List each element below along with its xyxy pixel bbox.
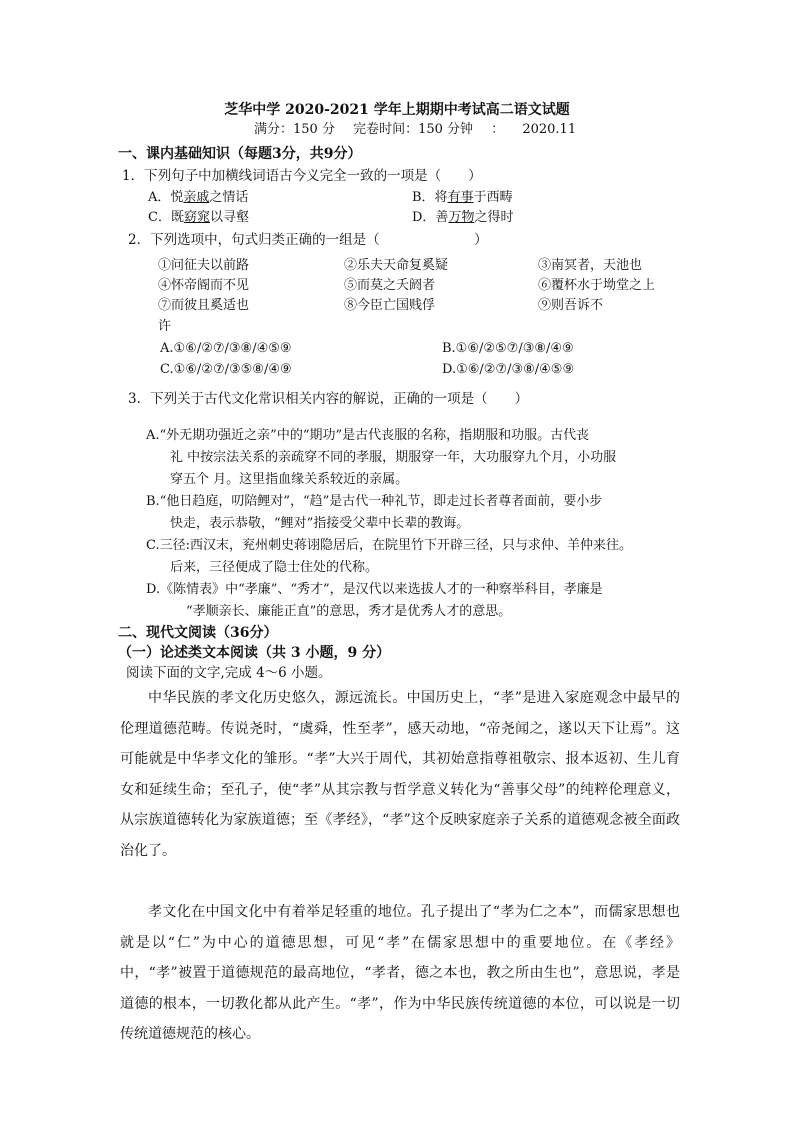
q3-stem: 3．下列关于古代文化常识相关内容的解说，正确的一项是（ ） (128, 391, 529, 407)
q2-option-b: B.①⑥/②⑤⑦/③⑧/④⑨ (442, 341, 574, 356)
q1-stem: 1．下列句子中加横线词语古今义完全一致的一项是（ ） (122, 168, 482, 184)
q2-option-a: A.①⑥/②⑦/③⑧/④⑤⑨ (160, 341, 292, 356)
passage-paragraph-2: 孝文化在中国文化中有着举足轻重的地位。孔子提出了“孝为仁之本”，而儒家思想也就是以“仁”为中心的道德思想，可见“孝”在儒家思想中的重要地位。在《孝经》中，“孝”被置于道德规范的最高地位，“孝者，德之本也，教之所由生也”，意思说，孝是道德的根本，一切教化都从此产生。“孝”，作为中华民族传统道德的本位，可以说是一切传统道德规范的核心。 (120, 904, 680, 1042)
reading-instruction: 阅读下面的文字,完成 4～6 小题。 (126, 665, 332, 681)
passage-paragraph-1: 中华民族的孝文化历史悠久，源远流长。中国历史上，“孝”是进入家庭观念中最早的伦理道德范畴。传说尧时，“虞舜，性至孝”，感天动地，“帝尧闻之，遂以天下让焉”。这可能就是中华孝文化的雏形。“孝”大兴于周代，其初始意指尊祖敬宗、报本返初、生儿育女和延续生命；至孔子，使“孝”从其宗教与哲学意义转化为“善事父母”的纯粹伦理意义，从宗族道德转化为家族道德；至《孝经》，“孝”这个反映家庭亲子关系的道德观念被全面政治化了。 (120, 690, 680, 859)
q1-option-b: B．将有事于西畴 (412, 190, 513, 205)
q1-option-c: C．既窈窕以寻壑 (148, 210, 249, 225)
meta-colon: ： (491, 122, 505, 137)
q2-item: ⑦而彼且奚适也 (158, 298, 250, 313)
exam-meta (254, 122, 590, 138)
q1-option-a: A．悦亲戚之情话 (148, 190, 249, 205)
q2-item: ④怀帝阍而不见 (158, 278, 250, 293)
q1-option-d: D．善万物之得时 (412, 210, 514, 225)
full-score: 满分：150 分 (254, 122, 335, 137)
q3-option-c-line: 后来，三径便成了隐士住处的代称。 (170, 560, 379, 575)
exam-time: 完卷时间：150 分钟 (353, 122, 474, 137)
q3-option-a-line: 礼 中按宗法关系的亲疏穿不同的孝服，期服穿一年，大功服穿九个月，小功服 (170, 450, 617, 465)
q3-option-a-line: 穿五个 月。这里指血缘关系较近的亲属。 (170, 472, 409, 487)
q3-option-b-line: B.“他日趋庭，叨陪鲤对”，“趋”是古代一种礼节，即走过长者尊者面前，要小步 (146, 494, 603, 509)
q2-item-wrap: 许 (158, 319, 172, 334)
q2-item: ①问征夫以前路 (158, 258, 250, 273)
section2-heading: 二、现代文阅读（36分） (118, 625, 278, 641)
q2-item: ⑥覆杯水于坳堂之上 (538, 278, 656, 293)
exam-title: 芝华中学 2020-2021 学年上期期中考试高二语文试题 (224, 102, 570, 118)
q2-item: ⑤而莫之夭阏者 (344, 278, 436, 293)
exam-date: 2020.11 (522, 122, 577, 137)
q2-option-d: D.①⑥/②⑦/③⑧/④⑤⑨ (442, 362, 575, 377)
section1-heading: 一、课内基础知识（每题3分，共9分） (118, 146, 362, 162)
q3-option-d-line: “孝顺亲长、廉能正直”的意思，秀才是优秀人才的意思。 (186, 604, 512, 619)
q2-option-c: C.①⑥/②⑦/③⑤⑧/④⑨ (160, 362, 292, 377)
q3-option-c-line: C.三径:西汉末，兖州刺史蒋诩隐居后，在院里竹下开辟三径，只与求仲、羊仲来往。 (146, 538, 632, 553)
q3-option-b-line: 快走，表示恭敬，“鲤对”指接受父辈中长辈的教诲。 (170, 516, 470, 531)
q2-item: ⑨则吾诉不 (538, 298, 604, 313)
q3-option-d-line: D.《陈情表》中“孝廉”、“秀才”，是汉代以来选拔人才的一种察举科目，孝廉是 (146, 582, 603, 597)
q2-item: ③南冥者，天池也 (538, 258, 643, 273)
q2-item: ②乐夫天命复奚疑 (344, 258, 449, 273)
q2-item: ⑧今臣亡国贱俘 (344, 298, 436, 313)
q2-stem: 2．下列选项中，句式归类正确的一组是（ ） (128, 232, 488, 248)
section2-subheading: （一）论述类文本阅读（共 3 小题，9 分） (118, 645, 391, 661)
q3-option-a-line: A.“外无期功强近之亲”中的“期功”是古代丧服的名称，指期服和功服。古代丧 (146, 428, 590, 443)
